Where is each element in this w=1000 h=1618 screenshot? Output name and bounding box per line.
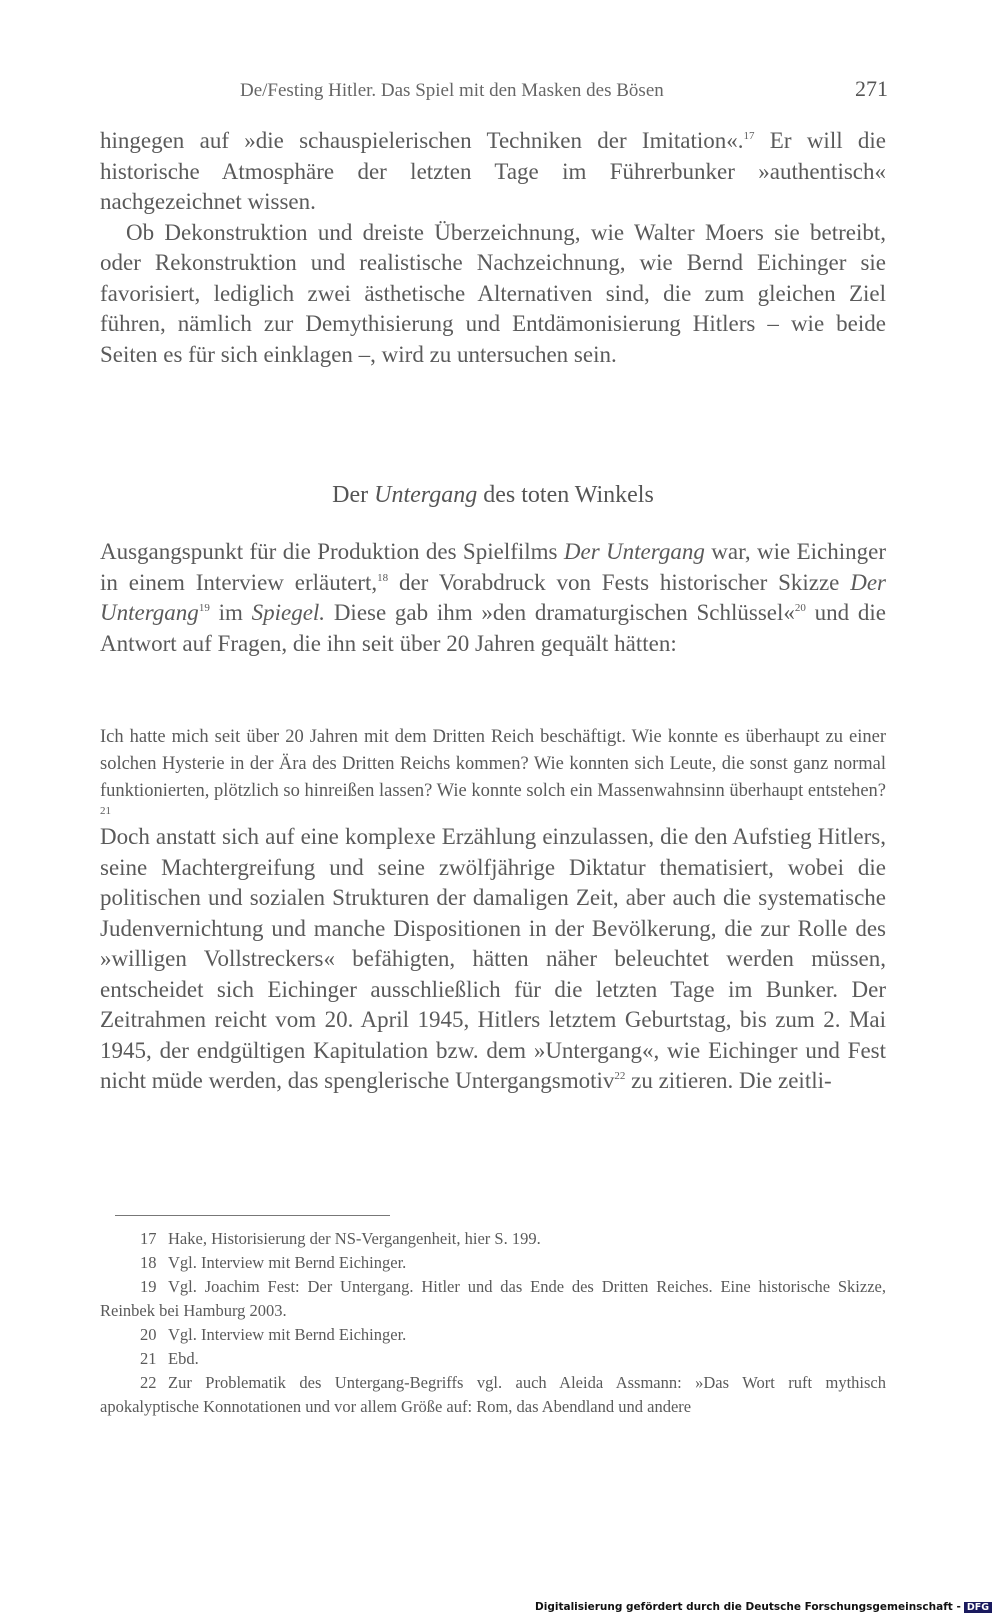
p4-text-b: zu zitieren. Die zeitli- (625, 1068, 832, 1093)
footnote-number: 22 (140, 1373, 157, 1392)
quote-text: Ich hatte mich seit über 20 Jahren mit dem Dritten Reich beschäftigt. Wie konnte es überhaupt zu einer solchen Hysterie in der Ära des Dritten Reichs kommen? Wie konnten sich Leute, die sonst ganz normal funktionierten, plötzlich so hinreißen lassen? Wie konnte solch ein Massenwahnsinn überhaupt entstehen? (100, 727, 886, 801)
body-text-top (100, 126, 886, 370)
footnote-ref-19: 19 (198, 602, 210, 614)
p3-text-6: und die Antwort auf Fragen, die ihn seit über 20 Jahren gequält hätten: (100, 600, 886, 656)
section-heading-after: des toten Winkels (477, 482, 654, 508)
footnotes (100, 1227, 886, 1419)
section-heading-italic: Untergang (374, 482, 478, 508)
p3-text-4: im (209, 600, 252, 625)
paragraph-1 (100, 126, 886, 218)
dfg-credit-text: Digitalisierung gefördert durch die Deutsche Forschungsgemeinschaft - (535, 1601, 961, 1613)
page-number: 271 (855, 76, 888, 101)
footnote-text: Vgl. Interview mit Bernd Eichinger. (168, 1325, 407, 1344)
footnote-ref-18: 18 (377, 571, 389, 584)
footnote-number: 21 (140, 1349, 157, 1368)
paragraph-1-text-b: Er will die historische Atmosphäre der letzten Tage im Führerbunker »authentisch« nachgezeichnet wissen. (100, 128, 886, 214)
footnote-text: Hake, Historisierung der NS-Vergangenheit, hier S. 199. (168, 1229, 541, 1248)
footnote-divider (115, 1215, 390, 1216)
body-text-section (100, 537, 886, 659)
footnote-text: Zur Problematik des Untergang-Begriffs vgl. auch Aleida Assmann: »Das Wort ruft mythisch apokalyptische Konnotationen und vor allem Größe auf: Rom, das Abendland und andere (100, 1373, 886, 1416)
footnote-number: 17 (140, 1229, 157, 1248)
footnote-ref-21: 21 (100, 805, 111, 817)
dfg-logo: DFG (964, 1602, 992, 1613)
block-quote (100, 724, 886, 832)
footnote-18 (100, 1251, 886, 1275)
paragraph-3 (100, 537, 886, 659)
body-text-bottom (100, 822, 886, 1097)
dfg-credit (535, 1601, 992, 1613)
footnote-number: 20 (140, 1325, 157, 1344)
p3-text-3: der Vorabdruck von Fests historischer Skizze (388, 569, 851, 595)
footnote-22 (100, 1371, 886, 1419)
footnote-number: 18 (140, 1253, 157, 1272)
paragraph-2: Ob Dekonstruktion und dreiste Überzeichnung, wie Walter Moers sie betreibt, oder Rekonstruktion und realistische Nachzeichnung, wie Bernd Eichinger sie favorisiert, lediglich zwei ästhetische Alternativen sind, die zum gleichen Ziel führen, nämlich zur Demythisierung und Entdämonisierung Hitlers – wie beide Seiten es für sich einklagen –, wird zu untersuchen sein. (100, 219, 886, 367)
p3-text-1: Ausgangspunkt für die Produktion des Spielfilms (100, 539, 564, 564)
running-head (100, 76, 888, 108)
p3-film-title: Der Untergang (563, 539, 705, 564)
footnote-19 (100, 1275, 886, 1323)
paragraph-1-text-a: hingegen auf »die schauspielerischen Techniken der Imitation«. (100, 128, 744, 153)
footnote-number: 19 (140, 1277, 157, 1296)
p4-text-a: Doch anstatt sich auf eine komplexe Erzählung einzulassen, die den Aufstieg Hitlers, seine Machtergreifung und seine zwölfjährige Diktatur thematisiert, wobei die politischen und sozialen Strukturen der damaligen Zeit, aber auch die systematische Judenvernichtung und manche Dispositionen in der Bevölkerung, die zur Rolle des »willigen Vollstreckers« befähigten, hätten näher beleuchtet werden müssen, entscheidet sich Eichinger ausschließlich für die letzten Tage im Bunker. Der Zeitrahmen reicht vom 20. April 1945, Hitlers letztem Geburtstag, bis zum 2. Mai 1945, der endgültigen Kapitulation bzw. dem »Untergang«, wie Eichinger und Fest nicht müde werden, das spenglerische Untergangsmotiv (100, 824, 886, 1093)
section-heading-before: Der (332, 482, 375, 508)
p3-text-5: Diese gab ihm »den dramaturgischen Schlüssel« (325, 600, 795, 625)
p3-magazine-title: Spiegel. (251, 600, 326, 625)
footnote-ref-20: 20 (794, 602, 806, 614)
footnote-20 (100, 1323, 886, 1347)
section-heading (100, 482, 886, 509)
footnote-21 (100, 1347, 886, 1371)
paragraph-4 (100, 822, 886, 1097)
footnote-text: Ebd. (168, 1349, 199, 1368)
footnote-ref-22: 22 (614, 1070, 626, 1082)
running-title: De/Festing Hitler. Das Spiel mit den Masken des Bösen (240, 80, 664, 101)
p3-text-2: war, wie Eichinger in einem Interview erläutert, (100, 539, 887, 595)
footnote-text: Vgl. Interview mit Bernd Eichinger. (168, 1253, 407, 1272)
footnote-text: Vgl. Joachim Fest: Der Untergang. Hitler und das Ende des Dritten Reiches. Eine historische Skizze, Reinbek bei Hamburg 2003. (100, 1277, 886, 1320)
p3-book-title: Der Untergang (100, 569, 887, 625)
footnote-ref-17: 17 (743, 130, 755, 142)
footnote-17 (100, 1227, 886, 1251)
